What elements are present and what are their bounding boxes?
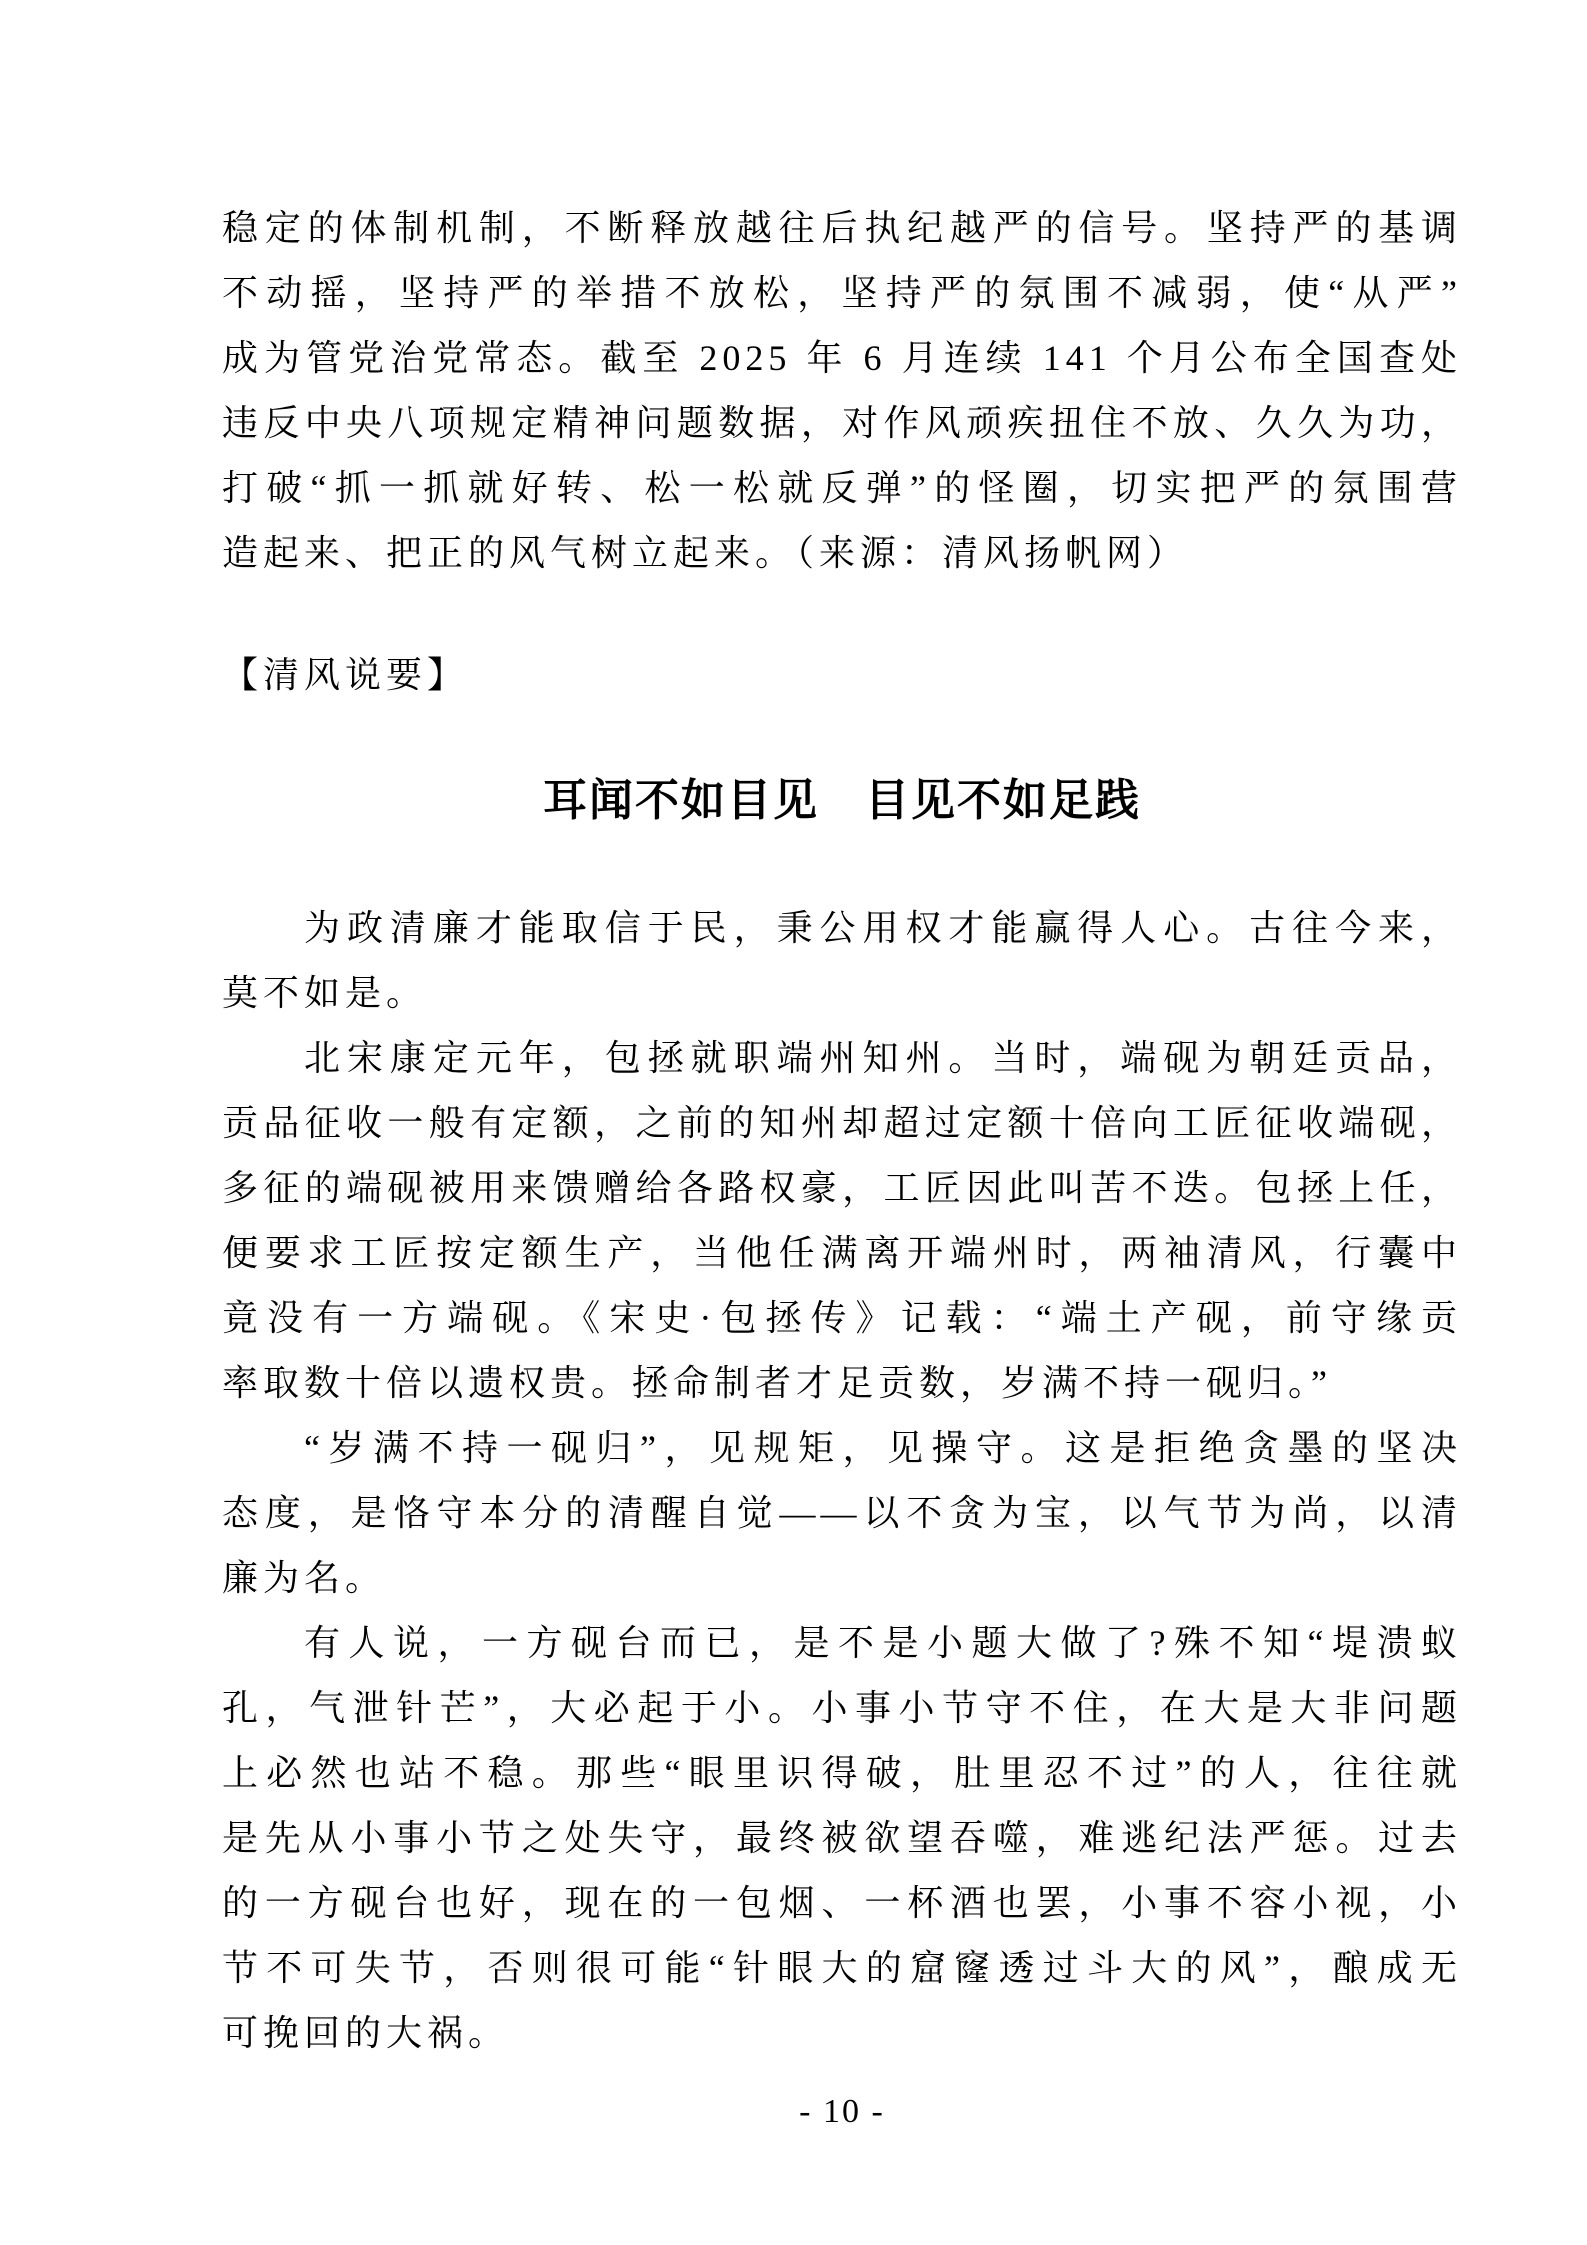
text-line: 态度，是恪守本分的清醒自觉——以不贪为宝，以气节为尚，以清 xyxy=(222,1493,1462,1533)
text-line: “岁满不持一砚归”，见规矩，见操守。这是拒绝贪墨的坚决 xyxy=(304,1428,1462,1468)
text-line: 孔，气泄针芒”，大必起于小。小事小节守不住，在大是大非问题 xyxy=(222,1688,1462,1728)
text-line: 上必然也站不稳。那些“眼里识得破，肚里忍不过”的人，往往就 xyxy=(222,1753,1462,1793)
text-line: 节不可失节，否则很可能“针眼大的窟窿透过斗大的风”，酿成无 xyxy=(222,1948,1462,1988)
text-line: 有人说，一方砚台而已，是不是小题大做了?殊不知“堤溃蚁 xyxy=(304,1623,1462,1663)
continuation-paragraph xyxy=(222,196,1462,586)
text-line: 可挽回的大祸。 xyxy=(222,2013,510,2053)
text-line: 贡品征收一般有定额，之前的知州却超过定额十倍向工匠征收端砚， xyxy=(222,1103,1462,1143)
text-line: 多征的端砚被用来馈赠给各路权豪，工匠因此叫苦不迭。包拯上任， xyxy=(222,1168,1462,1208)
paragraph xyxy=(222,1611,1462,2066)
text-line: 违反中央八项规定精神问题数据，对作风顽疾扭住不放、久久为功， xyxy=(222,403,1462,443)
text-line: 是先从小事小节之处失守，最终被欲望吞噬，难逃纪法严惩。过去 xyxy=(222,1818,1462,1858)
paragraph xyxy=(222,1026,1462,1416)
paragraph xyxy=(222,1416,1462,1611)
text-line: 廉为名。 xyxy=(222,1558,387,1598)
text-line: 便要求工匠按定额生产，当他任满离开端州时，两袖清风，行囊中 xyxy=(222,1233,1462,1273)
text-line: 不动摇，坚持严的举措不放松，坚持严的氛围不减弱，使“从严” xyxy=(222,273,1462,313)
page-number: - 10 - xyxy=(799,2093,885,2130)
text-line: 竟没有一方端砚。《宋史·包拯传》记载：“端土产砚，前守缘贡 xyxy=(222,1298,1462,1338)
text-line: 为政清廉才能取信于民，秉公用权才能赢得人心。古往今来， xyxy=(304,908,1462,948)
text-line: 莫不如是。 xyxy=(222,973,428,1013)
section-label: 【清风说要】 xyxy=(222,655,469,695)
text-line: 北宋康定元年，包拯就职端州知州。当时，端砚为朝廷贡品， xyxy=(304,1038,1462,1078)
text-line: 打破“抓一抓就好转、松一松就反弹”的怪圈，切实把严的氛围营 xyxy=(222,468,1462,508)
text-line: 造起来、把正的风气树立起来。（来源：清风扬帆网） xyxy=(222,533,1189,573)
article-title: 耳闻不如目见 目见不如足践 xyxy=(543,776,1141,825)
article-body xyxy=(222,896,1462,2066)
text-line: 稳定的体制机制，不断释放越往后执纪越严的信号。坚持严的基调 xyxy=(222,208,1462,248)
text-line: 率取数十倍以遗权贵。拯命制者才足贡数，岁满不持一砚归。” xyxy=(222,1363,1332,1403)
text-line: 的一方砚台也好，现在的一包烟、一杯酒也罢，小事不容小视，小 xyxy=(222,1883,1462,1923)
text-line: 成为管党治党常态。截至 2025 年 6 月连续 141 个月公布全国查处 xyxy=(222,338,1462,378)
paragraph xyxy=(222,896,1462,1026)
